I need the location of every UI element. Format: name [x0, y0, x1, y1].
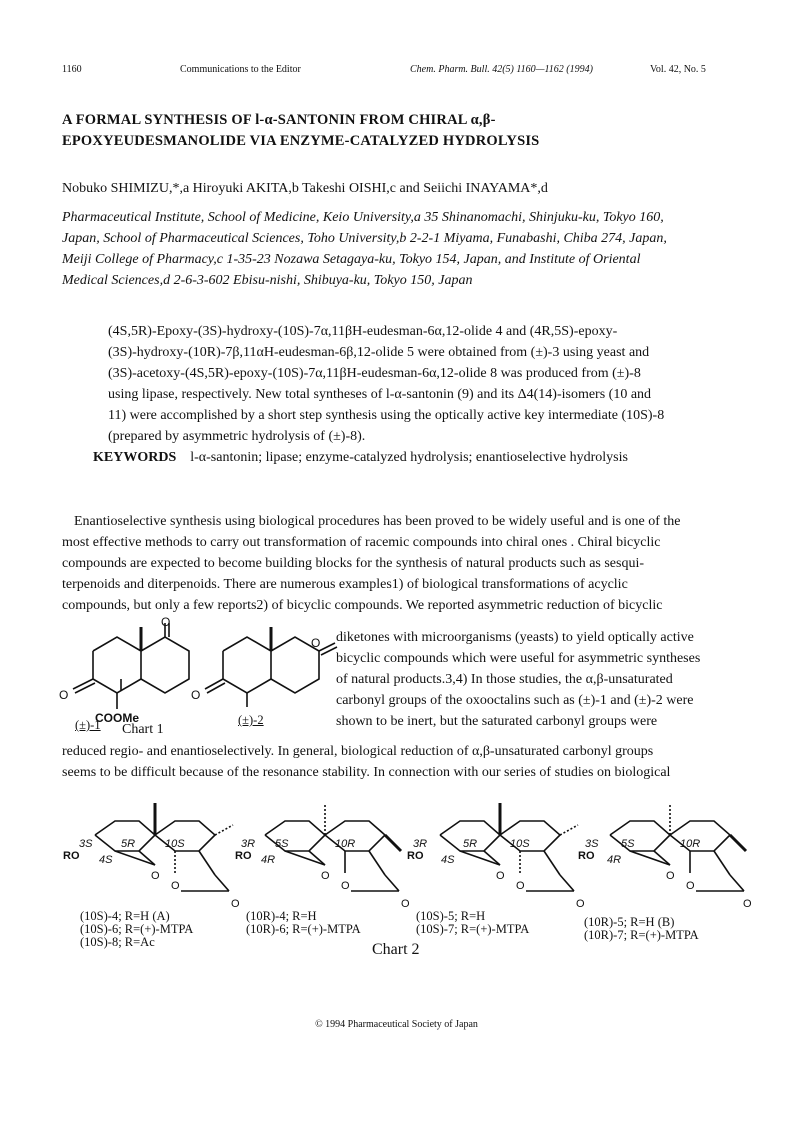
- atom-label: 4R: [261, 854, 276, 866]
- atom-label: O: [341, 880, 350, 892]
- atom-label: O: [171, 880, 180, 892]
- body-right-column: [336, 627, 756, 732]
- o-atom: O: [191, 688, 201, 702]
- abstract: [93, 321, 728, 468]
- abstract-line: (3S)-hydroxy-(10R)-7β,11αH-eudesman-6β,12-olide 5 were obtained from (±)-3 using yeast and: [108, 345, 650, 360]
- chart-2-title: Chart 2: [372, 941, 420, 958]
- body-paragraph: [62, 511, 762, 616]
- body-line: most effective methods to carry out transformation of racemic compounds into chiral ones . Chiral bicyclic: [62, 535, 661, 550]
- cpd2-label: (±)-2: [238, 713, 264, 727]
- atom-label: 3S: [79, 838, 93, 850]
- compound-labels: [246, 910, 361, 936]
- atom-label: O: [321, 870, 330, 882]
- abstract-line: using lipase, respectively. New total syntheses of l-α-santonin (9) and its Δ4(14)-isomers (10 and: [108, 387, 652, 402]
- keywords-label: KEYWORDS: [93, 450, 177, 465]
- chart-1-title: Chart 1: [122, 722, 164, 737]
- atom-label: 10S: [510, 838, 530, 850]
- atom-label: O: [496, 870, 505, 882]
- compound-label: (10R)-5; R=H (B): [584, 915, 675, 929]
- affiliation-line: Japan, School of Pharmaceutical Sciences, Toho University,b 2-2-1 Miyama, Funabashi, Chiba 274, Japan,: [62, 231, 667, 246]
- atom-label: 3R: [241, 838, 256, 850]
- body-line: bicyclic compounds which were useful for asymmetric syntheses: [336, 651, 701, 666]
- atom-label: 10R: [335, 838, 356, 850]
- title-line-2: EPOXYEUDESMANOLIDE VIA ENZYME-CATALYZED HYDROLYSIS: [62, 133, 540, 149]
- body-paragraph: [62, 741, 762, 783]
- page-number: 1160: [62, 64, 82, 75]
- body-line: shown to be inert, but the saturated carbonyl groups were: [336, 714, 658, 729]
- compound-label: (10S)-6; R=(+)-MTPA: [80, 922, 194, 936]
- affiliation-line: Meiji College of Pharmacy,c 1-35-23 Nozawa Setagaya-ku, Tokyo 154, Japan, and Institute of Oriental: [62, 252, 641, 267]
- affiliation-line: Medical Sciences,d 2-6-3-602 Ebisu-nishi, Shibuya-ku, Tokyo 150, Japan: [62, 273, 473, 288]
- compound-label: (10R)-4; R=H: [246, 909, 317, 923]
- body-line: reduced regio- and enantioselectively. In general, biological reduction of α,β-unsaturated carbonyl groups: [62, 744, 654, 759]
- ring-a-2: [223, 637, 271, 693]
- atom-label: 4R: [607, 854, 622, 866]
- abstract-line: 11) were accomplished by a short step synthesis using the optically active key intermediate (10S)-8: [108, 408, 665, 423]
- atom-label: RO: [63, 850, 80, 862]
- authors: Nobuko SHIMIZU,*,a Hiroyuki AKITA,b Takeshi OISHI,c and Seiichi INAYAMA*,d: [62, 181, 548, 196]
- compound-labels: [584, 916, 699, 942]
- structure-10S-4: [95, 803, 233, 891]
- ring-a: [93, 637, 141, 693]
- structure-10S-5: [440, 803, 578, 891]
- atom-label: O: [516, 880, 525, 892]
- o-atom: O: [311, 636, 321, 650]
- body-line: seems to be difficult because of the resonance stability. In connection with our series of studies on biological: [62, 765, 671, 780]
- affiliations: [62, 207, 752, 291]
- keywords-text: l-α-santonin; lipase; enzyme-catalyzed hydrolysis; enantioselective hydrolysis: [190, 450, 628, 465]
- atom-label: RO: [407, 850, 424, 862]
- atom-label: 5S: [275, 838, 289, 850]
- compound-label: (10S)-5; R=H: [416, 909, 486, 923]
- compound-label: (10S)-8; R=Ac: [80, 935, 155, 949]
- abstract-line: (prepared by asymmetric hydrolysis of (±)-8).: [108, 429, 366, 444]
- body-line: compounds are expected to become building blocks for the synthesis of natural products such as sesqui-: [62, 556, 645, 571]
- keywords: [93, 447, 728, 468]
- enone-bond: [73, 679, 93, 689]
- atom-label: 3R: [413, 838, 428, 850]
- ring-b: [141, 637, 189, 693]
- compound-labels: [80, 910, 193, 949]
- title-line-1: A FORMAL SYNTHESIS OF l-α-SANTONIN FROM CHIRAL α,β-: [62, 112, 496, 128]
- atom-label: O: [576, 898, 585, 910]
- abstract-line: (4S,5R)-Epoxy-(3S)-hydroxy-(10S)-7α,11βH-eudesman-6α,12-olide 4 and (4R,5S)-epoxy-: [108, 324, 618, 339]
- atom-label: O: [743, 898, 752, 910]
- atom-label: 5S: [621, 838, 635, 850]
- atom-label: 5R: [121, 838, 136, 850]
- atom-label: O: [686, 880, 695, 892]
- atom-label: 10S: [165, 838, 185, 850]
- copyright-footer: © 1994 Pharmaceutical Society of Japan: [315, 1019, 478, 1030]
- volume-info: Vol. 42, No. 5: [650, 64, 706, 75]
- abstract-line: (3S)-acetoxy-(4S,5R)-epoxy-(10S)-7α,11βH-eudesman-6α,12-olide 8 was produced from (±)-8: [108, 366, 641, 381]
- chart-2-structures: [55, 795, 755, 910]
- body-line: carbonyl groups of the oxooctalins such as (±)-1 and (±)-2 were: [336, 693, 694, 708]
- compound-label: (10S)-7; R=(+)-MTPA: [416, 922, 530, 936]
- cpd1-label: (±)-1: [75, 718, 101, 732]
- atom-label: O: [151, 870, 160, 882]
- body-line: compounds, but only a few reports2) of bicyclic compounds. We reported asymmetric reduction of bicyclic: [62, 598, 663, 613]
- atom-label: RO: [578, 850, 595, 862]
- o-atom: O: [59, 688, 69, 702]
- article-title: [62, 110, 752, 152]
- atom-label: O: [666, 870, 675, 882]
- body-line: diketones with microorganisms (yeasts) to yield optically active: [336, 630, 694, 645]
- atom-label: 10R: [680, 838, 701, 850]
- cpd1-substituent: COOMe: [95, 711, 140, 725]
- atom-label: 5R: [463, 838, 478, 850]
- compound-label: (10R)-7; R=(+)-MTPA: [584, 928, 699, 942]
- affiliation-line: Pharmaceutical Institute, School of Medicine, Keio University,a 35 Shinanomachi, Shinjuku-ku, Tokyo 160,: [62, 210, 664, 225]
- compound-label: (10R)-6; R=(+)-MTPA: [246, 922, 361, 936]
- body-line: Enantioselective synthesis using biological procedures has been proved to be widely useful and is one of the: [74, 514, 681, 529]
- body-line: of natural products.3,4) In those studies, the α,β-unsaturated: [336, 672, 673, 687]
- section-name: Communications to the Editor: [180, 64, 301, 75]
- atom-label: 3S: [585, 838, 599, 850]
- compound-label: (10S)-4; R=H (A): [80, 909, 170, 923]
- atom-label: O: [231, 898, 240, 910]
- journal-citation: Chem. Pharm. Bull. 42(5) 1160—1162 (1994): [410, 64, 593, 75]
- atom-label: 4S: [441, 854, 455, 866]
- atom-label: O: [401, 898, 410, 910]
- atom-label: 4S: [99, 854, 113, 866]
- o-atom: O: [161, 617, 171, 629]
- compound-labels: [416, 910, 529, 936]
- body-line: terpenoids and diterpenoids. There are numerous examples1) of biological transformations of acyclic: [62, 577, 628, 592]
- atom-label: RO: [235, 850, 252, 862]
